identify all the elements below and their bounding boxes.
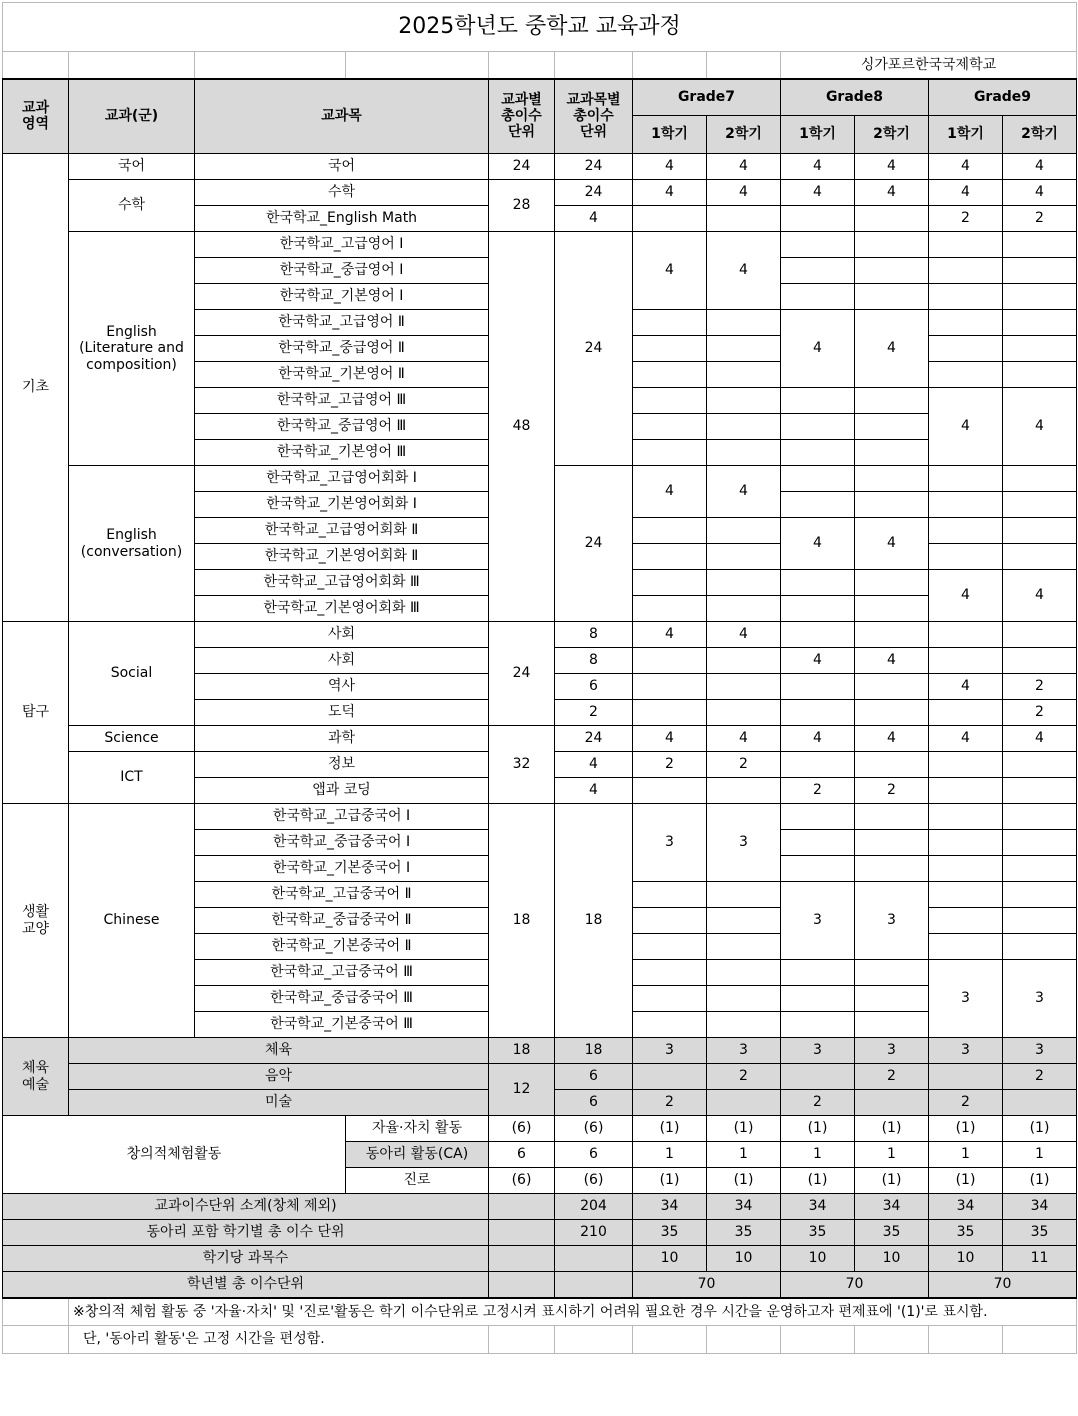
cell: 4 [633,622,707,648]
subject-advanced-conversation-3: 한국학교_고급영어회화 Ⅲ [195,570,489,596]
cell: (1) [855,1168,929,1194]
cell: 4 [633,154,707,180]
subject-advanced-conversation-1: 한국학교_고급영어회화 Ⅰ [195,466,489,492]
total-label: 동아리 포함 학기별 총 이수 단위 [3,1220,489,1246]
subject-science: 과학 [195,726,489,752]
cell: 18 [555,1038,633,1064]
subject-basic-chinese-2: 한국학교_기본중국어 Ⅱ [195,934,489,960]
cell: 4 [855,726,929,752]
cell: 4 [929,726,1003,752]
subject-basic-conversation-3: 한국학교_기본영어회화 Ⅲ [195,596,489,622]
cell: 24 [555,232,633,466]
cell: 1 [707,1142,781,1168]
header-subject-units: 교과목별 총이수 단위 [555,79,633,154]
creative-activities-label: 창의적체험활동 [3,1116,346,1194]
cell: (1) [781,1116,855,1142]
cell: 4 [781,726,855,752]
cell: 3 [781,1038,855,1064]
cell: 35 [1003,1220,1077,1246]
group-english-conversation: English (conversation) [69,466,195,622]
subject-intermediate-english-3: 한국학교_중급영어 Ⅲ [195,414,489,440]
cell: 1 [855,1142,929,1168]
cell: 4 [555,752,633,778]
subject-math: 수학 [195,180,489,206]
header-semester: 2학기 [1003,116,1077,154]
cell: 8 [555,648,633,674]
cell: 3 [929,1038,1003,1064]
header-semester: 1학기 [633,116,707,154]
cell: 4 [855,310,929,388]
cell: 2 [1003,700,1077,726]
cell: 34 [929,1194,1003,1220]
cell: 18 [489,1038,555,1064]
cell: 34 [633,1194,707,1220]
cell: 2 [1003,674,1077,700]
header-semester: 2학기 [855,116,929,154]
cell: 4 [855,154,929,180]
school-name: 싱가포르한국국제학교 [781,52,1077,79]
area-pe-art: 체육 예술 [3,1038,69,1116]
cell: 3 [633,804,707,882]
subject-intermediate-chinese-2: 한국학교_중급중국어 Ⅱ [195,908,489,934]
subject-basic-chinese-3: 한국학교_기본중국어 Ⅲ [195,1012,489,1038]
cell: (1) [707,1116,781,1142]
subject-intermediate-english-2: 한국학교_중급영어 Ⅱ [195,336,489,362]
cell: 4 [929,154,1003,180]
subject-art: 미술 [69,1090,489,1116]
cell: 35 [855,1220,929,1246]
cell: 1 [781,1142,855,1168]
subject-intermediate-chinese-1: 한국학교_중급중국어 Ⅰ [195,830,489,856]
cell: 12 [489,1064,555,1116]
cell: 4 [707,154,781,180]
cell: 10 [929,1246,1003,1272]
cell: 24 [555,726,633,752]
cell: 2 [1003,206,1077,232]
cell: 70 [633,1272,781,1298]
subject-basic-chinese-1: 한국학교_기본중국어 Ⅰ [195,856,489,882]
cell: 48 [489,232,555,622]
cell: 3 [707,804,781,882]
cell: 6 [489,1142,555,1168]
cell: 3 [781,882,855,960]
cell: (1) [1003,1116,1077,1142]
cell: 4 [707,180,781,206]
cell: 1 [633,1142,707,1168]
cell: 34 [707,1194,781,1220]
header-grade7: Grade7 [633,79,781,116]
subject-music: 음악 [69,1064,489,1090]
header-grade8: Grade8 [781,79,929,116]
cell: 35 [781,1220,855,1246]
cell: 4 [781,310,855,388]
cell: 70 [929,1272,1077,1298]
cell: 4 [555,778,633,804]
cell: 4 [707,466,781,518]
cell: 24 [555,154,633,180]
subject-intermediate-chinese-3: 한국학교_중급중국어 Ⅲ [195,986,489,1012]
creative-row-name: 자율·자치 활동 [346,1116,489,1142]
cell: 10 [707,1246,781,1272]
cell: 4 [707,232,781,310]
cell: (1) [707,1168,781,1194]
subject-ethics: 도덕 [195,700,489,726]
group-english-literature: English (Literature and composition) [69,232,195,466]
cell: 1 [1003,1142,1077,1168]
cell: 3 [633,1038,707,1064]
cell: (6) [555,1116,633,1142]
cell: (1) [633,1168,707,1194]
cell: 210 [555,1220,633,1246]
subject-advanced-chinese-3: 한국학교_고급중국어 Ⅲ [195,960,489,986]
cell: (1) [1003,1168,1077,1194]
cell: 70 [781,1272,929,1298]
group-korean: 국어 [69,154,195,180]
cell: 10 [633,1246,707,1272]
cell: 4 [781,648,855,674]
header-area: 교과 영역 [3,79,69,154]
cell: 4 [633,466,707,518]
subject-advanced-conversation-2: 한국학교_고급영어회화 Ⅱ [195,518,489,544]
cell: 2 [781,1090,855,1116]
group-social: Social [69,622,195,726]
cell: 3 [929,960,1003,1038]
cell: 2 [929,206,1003,232]
subject-advanced-english-1: 한국학교_고급영어 Ⅰ [195,232,489,258]
cell: 204 [555,1194,633,1220]
header-subject: 교과목 [195,79,489,154]
subject-basic-english-1: 한국학교_기본영어 Ⅰ [195,284,489,310]
cell: 4 [707,726,781,752]
header-group-units: 교과별 총이수 단위 [489,79,555,154]
cell: 2 [855,778,929,804]
cell: 2 [707,1064,781,1090]
cell: 4 [707,622,781,648]
cell: 24 [489,154,555,180]
cell: 4 [929,180,1003,206]
subject-social-1: 사회 [195,622,489,648]
subject-basic-conversation-2: 한국학교_기본영어회화 Ⅱ [195,544,489,570]
cell: 34 [855,1194,929,1220]
area-inquiry: 탐구 [3,622,69,804]
subject-app-coding: 앱과 코딩 [195,778,489,804]
group-science: Science [69,726,195,752]
cell: 32 [489,726,555,804]
cell: 4 [1003,388,1077,466]
header-group: 교과(군) [69,79,195,154]
cell: (1) [781,1168,855,1194]
subject-english-math: 한국학교_English Math [195,206,489,232]
subject-intermediate-english-1: 한국학교_중급영어 Ⅰ [195,258,489,284]
cell: 35 [929,1220,1003,1246]
cell: 6 [555,1090,633,1116]
cell: 3 [1003,960,1077,1038]
cell: 4 [781,518,855,570]
cell: 2 [1003,1064,1077,1090]
note-line-2: 단, '동아리 활동'은 고정 시간을 편성함. [69,1326,489,1354]
cell: 6 [555,674,633,700]
cell: 4 [929,388,1003,466]
cell: 4 [633,232,707,310]
curriculum-table [2,2,1077,1354]
cell: 24 [555,466,633,622]
cell: 18 [489,804,555,1038]
group-math: 수학 [69,180,195,232]
area-basic: 기초 [3,154,69,622]
cell: 2 [781,778,855,804]
page-title: 2025학년도 중학교 교육과정 [3,3,1077,52]
subject-advanced-english-2: 한국학교_고급영어 Ⅱ [195,310,489,336]
cell: (6) [489,1168,555,1194]
subject-advanced-chinese-2: 한국학교_고급중국어 Ⅱ [195,882,489,908]
subject-basic-english-2: 한국학교_기본영어 Ⅱ [195,362,489,388]
subject-basic-english-3: 한국학교_기본영어 Ⅲ [195,440,489,466]
cell: 3 [855,882,929,960]
cell: 4 [1003,726,1077,752]
cell: 6 [555,1142,633,1168]
cell: 4 [855,518,929,570]
subject-basic-conversation-1: 한국학교_기본영어회화 Ⅰ [195,492,489,518]
subject-advanced-english-3: 한국학교_고급영어 Ⅲ [195,388,489,414]
header-semester: 2학기 [707,116,781,154]
cell: 4 [855,180,929,206]
subtotal-label: 교과이수단위 소계(창체 제외) [3,1194,489,1220]
group-chinese: Chinese [69,804,195,1038]
cell: 3 [1003,1038,1077,1064]
cell: 4 [1003,154,1077,180]
cell: 2 [633,752,707,778]
cell: 3 [707,1038,781,1064]
header-semester: 1학기 [781,116,855,154]
cell: 2 [633,1090,707,1116]
subject-advanced-chinese-1: 한국학교_고급중국어 Ⅰ [195,804,489,830]
year-total-label: 학년별 총 이수단위 [3,1272,489,1298]
subject-korean: 국어 [195,154,489,180]
cell: 4 [929,674,1003,700]
creative-row-name: 진로 [346,1168,489,1194]
subject-social-2: 사회 [195,648,489,674]
cell: 2 [855,1064,929,1090]
cell: (6) [489,1116,555,1142]
cell: 35 [707,1220,781,1246]
group-ict: ICT [69,752,195,804]
cell: 1 [929,1142,1003,1168]
cell: (1) [633,1116,707,1142]
cell: 4 [1003,570,1077,622]
cell: 4 [633,180,707,206]
cell: 3 [855,1038,929,1064]
cell: 4 [929,570,1003,622]
subject-pe: 체육 [69,1038,489,1064]
cell: (1) [929,1168,1003,1194]
cell: 4 [855,648,929,674]
course-count-label: 학기당 과목수 [3,1246,489,1272]
cell: 10 [855,1246,929,1272]
cell: 2 [929,1090,1003,1116]
cell: 34 [781,1194,855,1220]
area-life: 생활 교양 [3,804,69,1038]
note-line-1: ※창의적 체험 활동 중 '자율·자치' 및 '진로'활동은 학기 이수단위로 고정시켜 표시하기 어려워 필요한 경우 시간을 운영하고자 편제표에 '(1)'로 표시함. [69,1298,1077,1326]
cell: 18 [555,804,633,1038]
cell: 24 [489,622,555,726]
header-semester: 1학기 [929,116,1003,154]
cell: 4 [1003,180,1077,206]
cell: 4 [633,726,707,752]
cell: (1) [855,1116,929,1142]
cell: 4 [555,206,633,232]
cell: 2 [555,700,633,726]
cell: (6) [555,1168,633,1194]
cell: 11 [1003,1246,1077,1272]
cell: 34 [1003,1194,1077,1220]
cell: 28 [489,180,555,232]
cell: 8 [555,622,633,648]
cell: 24 [555,180,633,206]
cell: 2 [707,752,781,778]
cell: (1) [929,1116,1003,1142]
subject-info: 정보 [195,752,489,778]
cell: 10 [781,1246,855,1272]
cell: 4 [781,180,855,206]
cell: 6 [555,1064,633,1090]
header-grade9: Grade9 [929,79,1077,116]
cell: 35 [633,1220,707,1246]
creative-row-name: 동아리 활동(CA) [346,1142,489,1168]
cell: 4 [781,154,855,180]
subject-history: 역사 [195,674,489,700]
